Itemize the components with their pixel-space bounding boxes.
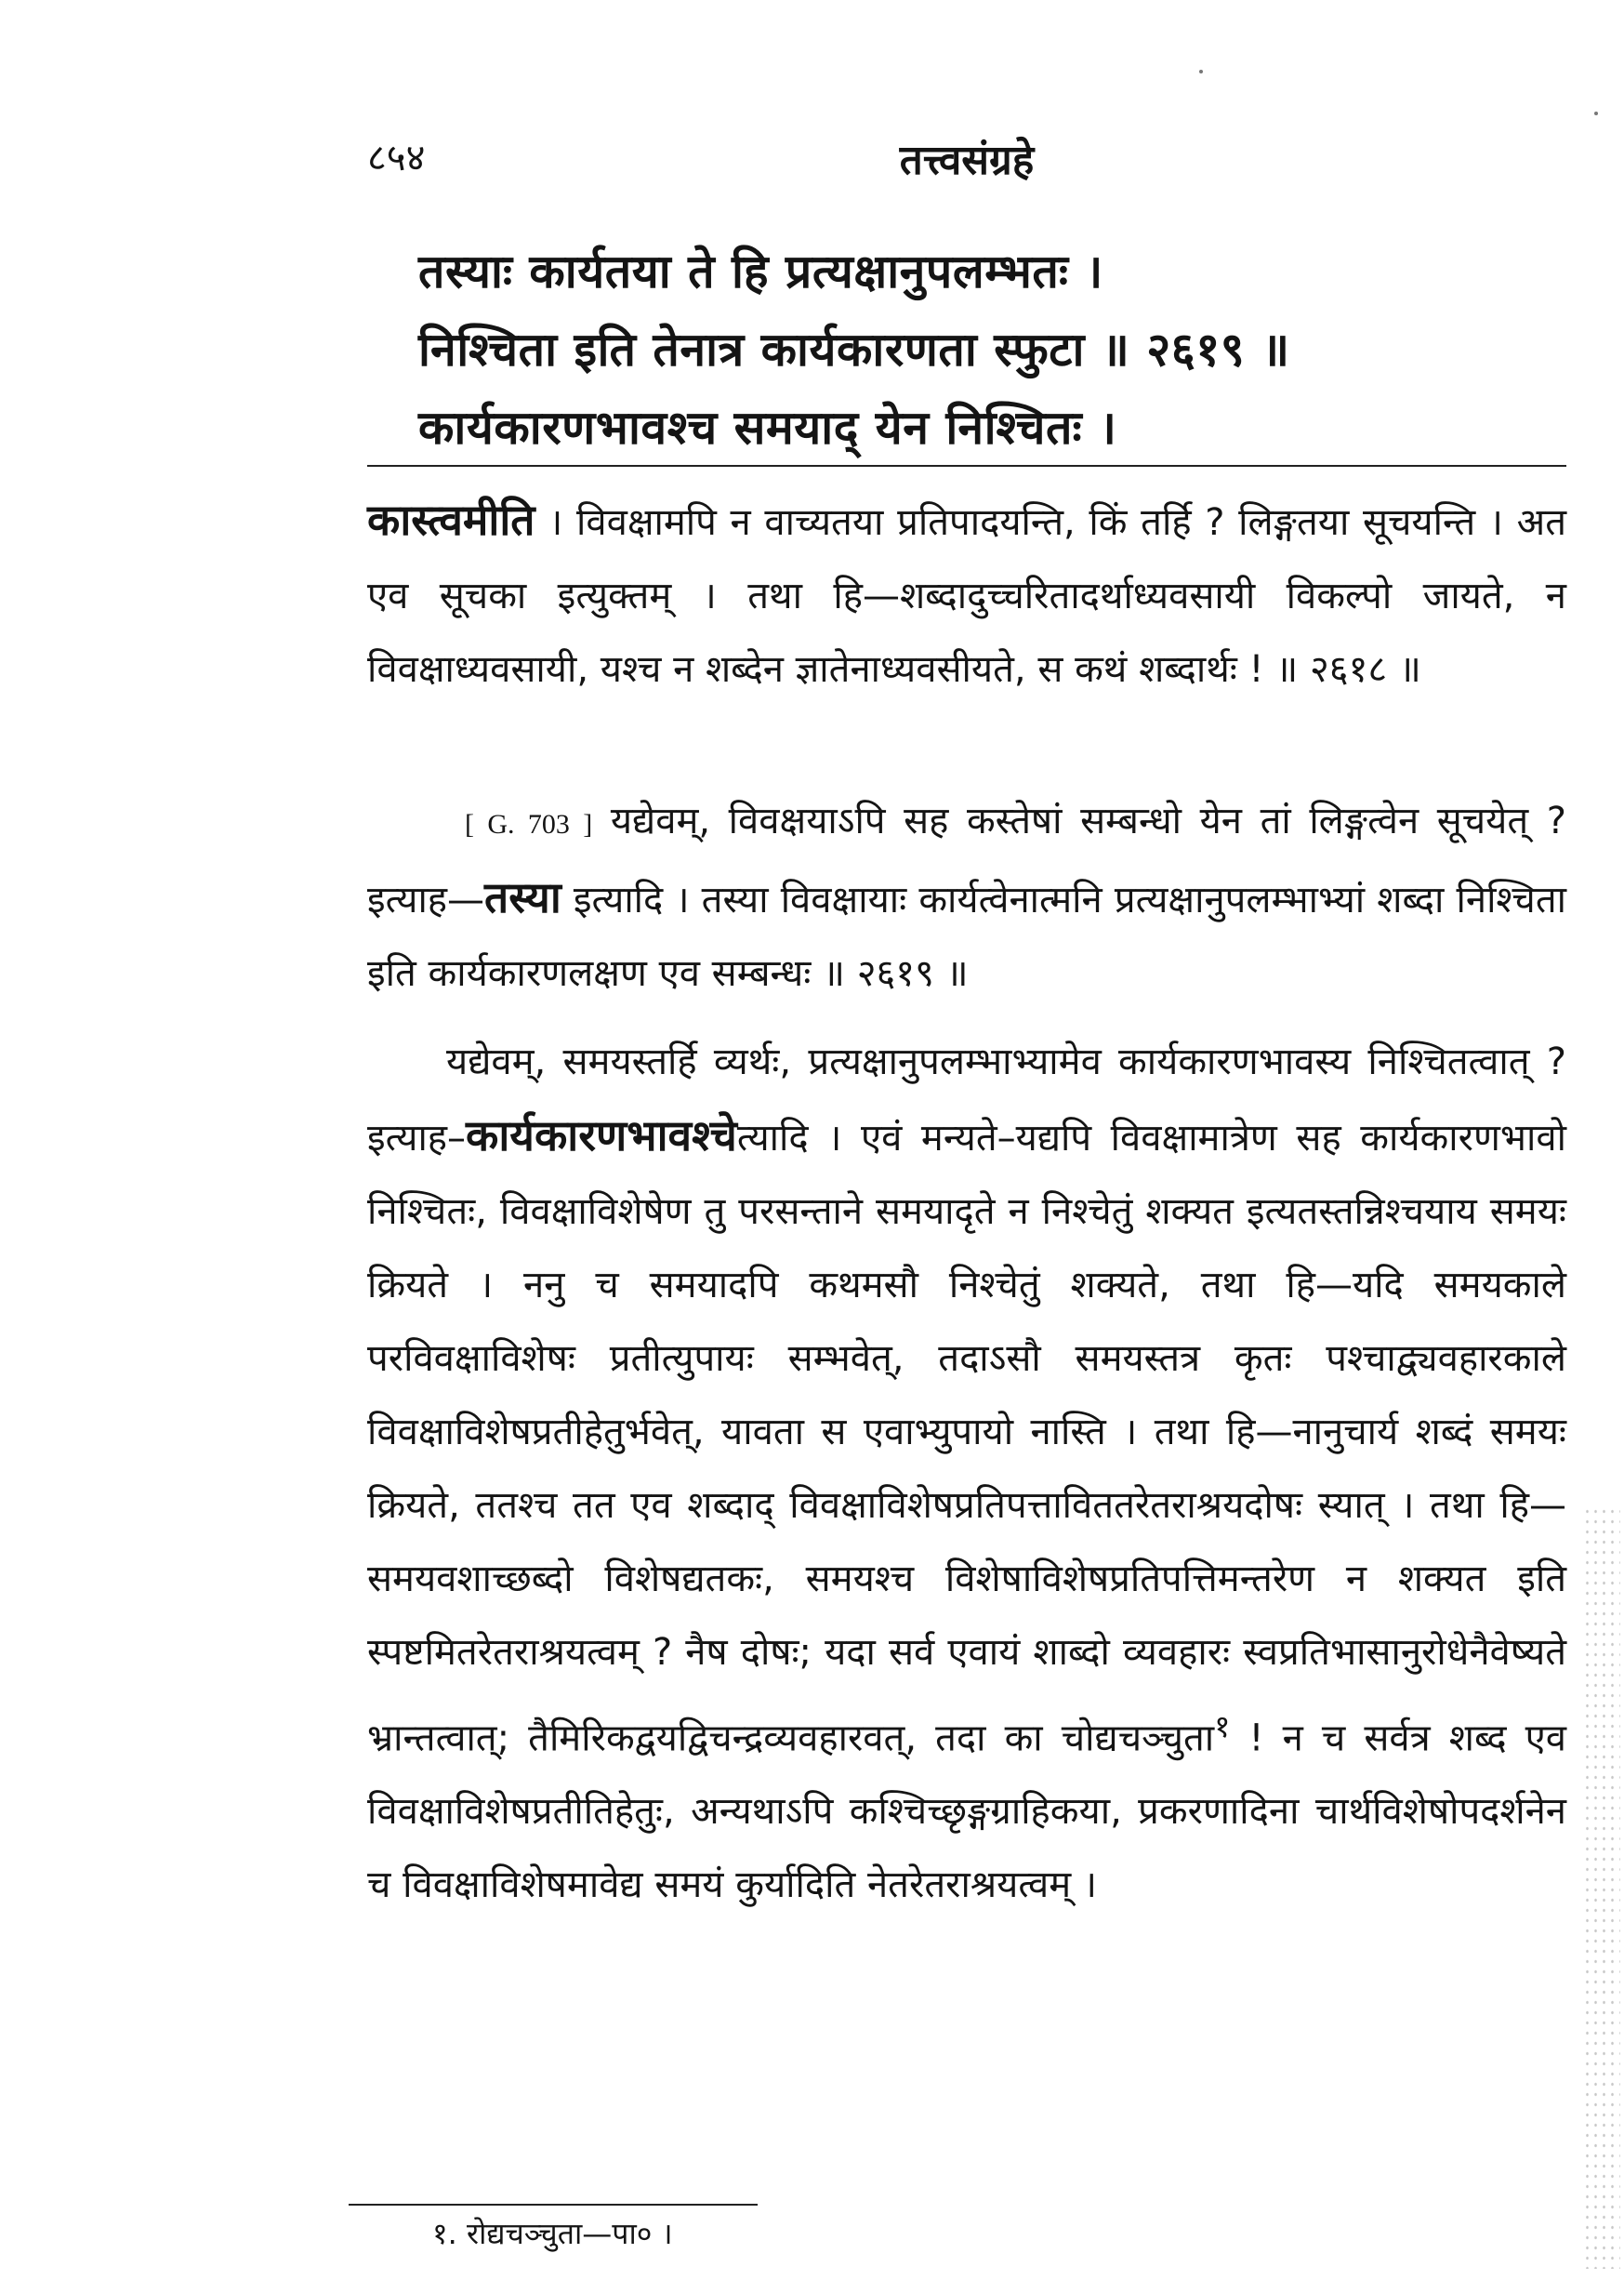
footnote-divider [349, 2204, 758, 2206]
paragraph-text: । विवक्षामपि न वाच्यतया प्रतिपादयन्ति, किं तर्हि ? लिङ्गतया सूचयन्ति । अत एव सूचका इत्युक्तम् । तथा हि—शब्दादुच्चरितादर्थाध्यवसायी विकल्पो जायते, न विवक्षाध्यवसायी, यश्च न शब्देन ज्ञातेनाध्यवसीयते, स कथं शब्दार्थः ! ॥ २६१८ ॥ [367, 501, 1566, 691]
verse-block [418, 232, 1562, 467]
page-header [367, 130, 1566, 195]
scan-speck [1199, 70, 1203, 73]
lemma: कास्त्वमीति [367, 495, 535, 545]
paragraph-text: यद्येवम्, विवक्षयाऽपि सह कस्तेषां सम्बन्धो येन तां लिङ्गत्वेन सूचयेत् ? इत्याह— [367, 800, 1566, 921]
scan-speck [1594, 112, 1598, 115]
lemma: तस्या [484, 872, 561, 922]
verse-line: निश्चिता इति तेनात्र कार्यकारणता स्फुटा ॥ २६१९ ॥ [418, 323, 1290, 377]
commentary-paragraph [367, 484, 1566, 777]
paragraph-text: इत्यादि । तस्या विवक्षायाः कार्यत्वेनात्मनि प्रत्यक्षानुपलम्भाभ्यां शब्दा निश्चिता इति कार्यकारणलक्षण एव सम्बन्धः ॥ २६१९ ॥ [367, 879, 1566, 995]
verse-line: कार्यकारणभावश्च समयाद् येन निश्चितः । [418, 401, 1117, 455]
running-title: तत्त्वसंग्रहे [899, 137, 1035, 184]
scan-edge-noise [1583, 1506, 1620, 2269]
paragraph-text: यद्येवम्, समयस्तर्हि व्यर्थः, प्रत्यक्षानुपलम्भाभ्यामेव कार्यकारणभावस्य निश्चितत्वात् ? इत्याह– [367, 1041, 1566, 1160]
commentary [367, 484, 1566, 1907]
lemma: कार्यकारणभावश्चे [466, 1110, 737, 1160]
paragraph-text: ! न च सर्वत्र शब्द एव विवक्षाविशेषप्रतीतिहेतुः, अन्यथाऽपि कश्चिच्छृङ्गग्राहिकया, प्रकरणादिना चार्थविशेषोपदर्शनेन च विवक्षाविशेषमावेद्य समयं कुर्यादिति नेतरेतराश्रयत्वम् । [367, 1717, 1566, 1907]
verse-line: तस्याः कार्यतया ते हि प्रत्यक्षानुपलम्भतः । [418, 245, 1103, 298]
verse-divider [367, 465, 1566, 467]
commentary-paragraph [367, 785, 1566, 1005]
commentary-paragraph [367, 1026, 1566, 1907]
paragraph-text: त्यादि । एवं मन्यते–यद्यपि विवक्षामात्रेण सह कार्यकारणभावो निश्चितः, विवक्षाविशेषेण तु परसन्ताने समयादृते न निश्चेतुं शक्यत इत्यतस्तन्निश्चयाय समयः क्रियते । ननु च समयादपि कथमसौ निश्चेतुं शक्यते, तथा हि—यदि समयकाले परविवक्षाविशेषः प्रतीत्युपायः सम्भवेत्, तदाऽसौ समयस्तत्र कृतः पश्चाद्व्यवहारकाले विवक्षाविशेषप्रतीहेतुर्भवेत्, यावता स एवाभ्युपायो नास्ति । तथा हि—नानुचार्य शब्दं समयः क्रियते, ततश्च तत एव शब्दाद् विवक्षाविशेषप्रतिपत्ताविततरेतराश्रयदोषः स्यात् । तथा हि—समयवशाच्छब्दो विशेषद्यतकः, समयश्च विशेषाविशेषप्रतिपत्तिमन्तरेण न शक्यत इति स्पष्टमितरेतराश्रयत्वम् ? नैष दोषः; यदा सर्व एवायं शाब्दो व्यवहारः स्वप्रतिभासानुरोधेनैवेष्यते भ्रान्तत्वात्; तैमिरिकद्वयद्विचन्द्रव्यवहारवत्, तदा का चोद्यचञ्चुता [367, 1117, 1566, 1760]
footnote: १. रोद्यचञ्चुता—पा० । [432, 2216, 673, 2251]
page-number: ८५४ [367, 137, 426, 179]
page-reference: [ G. 703 ] [465, 809, 593, 840]
footnote-marker: १ [1214, 1708, 1231, 1744]
